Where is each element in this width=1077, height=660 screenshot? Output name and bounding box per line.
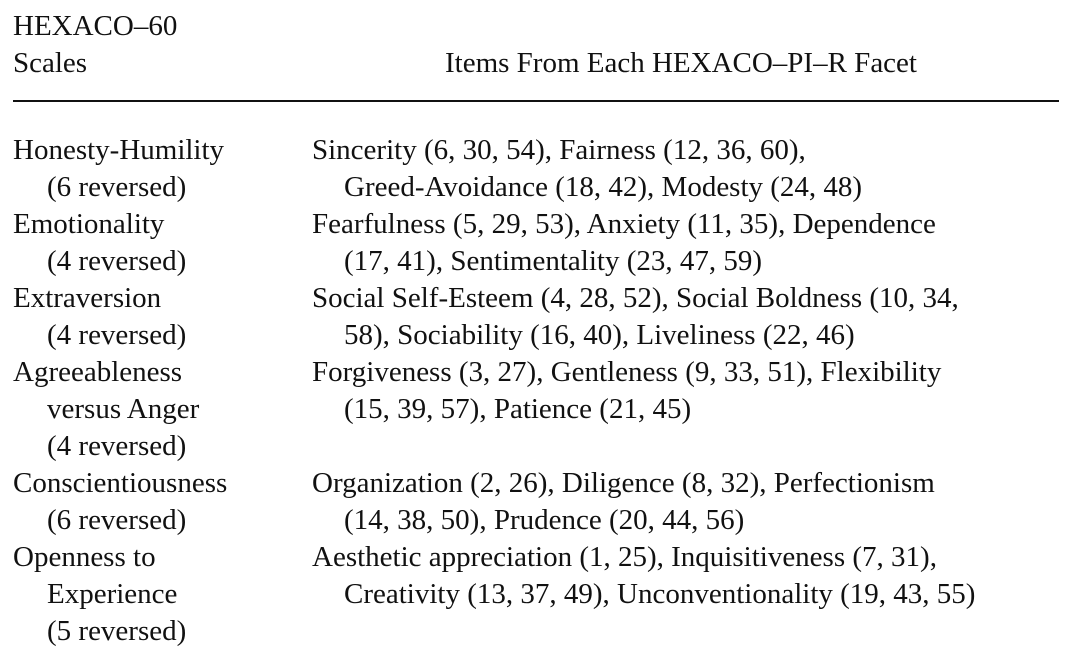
facet-line: Sincerity (6, 30, 54), Fairness (12, 36, 60), xyxy=(312,134,806,166)
facet-line: Social Self-Esteem (4, 28, 52), Social Boldness (10, 34, xyxy=(312,282,959,314)
scale-note: (4 reversed) xyxy=(47,319,187,351)
table-row xyxy=(13,465,1059,539)
facets-cell xyxy=(312,465,1059,539)
scale-name: Extraversion xyxy=(13,282,162,314)
scales-header-line-1: HEXACO–60 xyxy=(13,10,178,42)
facets-cell xyxy=(312,280,1059,354)
facet-line: Fearfulness (5, 29, 53), Anxiety (11, 35), Dependence xyxy=(312,208,936,240)
facet-line: (15, 39, 57), Patience (21, 45) xyxy=(344,393,692,425)
scale-note: (5 reversed) xyxy=(47,615,187,647)
scale-cell xyxy=(13,206,312,280)
scale-name: Openness to xyxy=(13,541,156,573)
items-column-header: Items From Each HEXACO–PI–R Facet xyxy=(445,47,917,79)
scales-header-line-2: Scales xyxy=(13,47,88,79)
scale-note: (4 reversed) xyxy=(47,430,187,462)
table-row xyxy=(13,280,1059,354)
scale-cell xyxy=(13,465,312,539)
facet-line: Creativity (13, 37, 49), Unconventionality (19, 43, 55) xyxy=(344,578,976,610)
table-row xyxy=(13,206,1059,280)
scale-note: (4 reversed) xyxy=(47,245,187,277)
table-row xyxy=(13,539,1059,650)
scale-name: Agreeableness xyxy=(13,356,183,388)
facet-line: Organization (2, 26), Diligence (8, 32), Perfectionism xyxy=(312,467,935,499)
scale-cell xyxy=(13,354,312,465)
facets-cell xyxy=(312,132,1059,206)
table-row xyxy=(13,132,1059,206)
facets-cell xyxy=(312,354,1059,428)
scale-name: Emotionality xyxy=(13,208,165,240)
scale-name: Honesty-Humility xyxy=(13,134,225,166)
facet-line: 58), Sociability (16, 40), Liveliness (22, 46) xyxy=(344,319,855,351)
scale-cell xyxy=(13,539,312,650)
hexaco-table xyxy=(13,8,1059,647)
scale-cell xyxy=(13,280,312,354)
scale-name-continued: versus Anger xyxy=(47,393,200,425)
scale-note: (6 reversed) xyxy=(47,171,187,203)
scale-note: (6 reversed) xyxy=(47,504,187,536)
header-rule xyxy=(13,100,1059,102)
scale-name-continued: Experience xyxy=(47,578,178,610)
facet-line: (17, 41), Sentimentality (23, 47, 59) xyxy=(344,245,763,277)
scale-cell xyxy=(13,132,312,206)
facets-cell xyxy=(312,539,1059,613)
scale-name: Conscientiousness xyxy=(13,467,228,499)
table-body xyxy=(13,132,1059,650)
facet-line: Aesthetic appreciation (1, 25), Inquisitiveness (7, 31), xyxy=(312,541,937,573)
facet-line: Greed-Avoidance (18, 42), Modesty (24, 48) xyxy=(344,171,863,203)
facets-cell xyxy=(312,206,1059,280)
facet-line: (14, 38, 50), Prudence (20, 44, 56) xyxy=(344,504,745,536)
table-header xyxy=(13,8,1059,92)
table-row xyxy=(13,354,1059,465)
facet-line: Forgiveness (3, 27), Gentleness (9, 33, 51), Flexibility xyxy=(312,356,942,388)
